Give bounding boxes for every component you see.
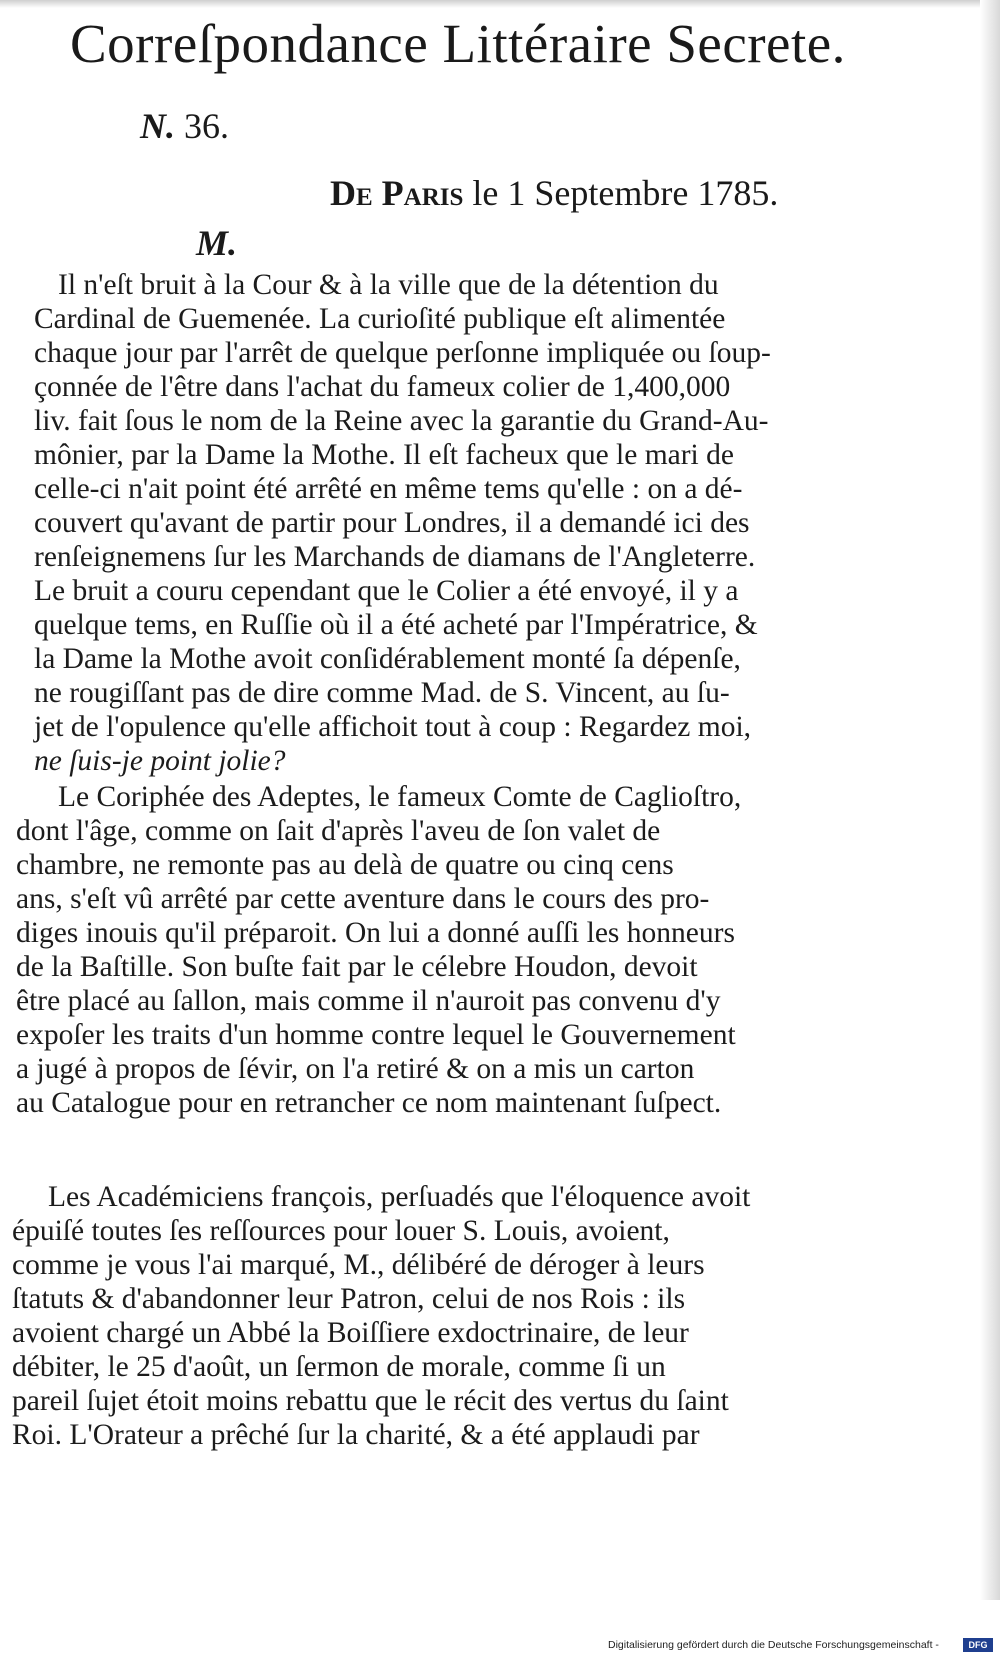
- text-line: être placé au ſallon, mais comme il n'auroit pas convenu d'y: [16, 985, 721, 1017]
- text-line: liv. fait ſous le nom de la Reine avec la garantie du Grand-Au-: [34, 405, 769, 437]
- text-line: dont l'âge, comme on ſait d'après l'aveu de ſon valet de: [16, 815, 661, 847]
- text-line: expoſer les traits d'un homme contre lequel le Gouvernement: [16, 1019, 736, 1051]
- salutation: M.: [196, 223, 238, 263]
- text-line: la Dame la Mothe avoit conſidérablement monté ſa dépenſe,: [34, 643, 741, 675]
- text-line: ſtatuts & d'abandonner leur Patron, celui de nos Rois : ils: [12, 1283, 686, 1315]
- text-line: çonnée de l'être dans l'achat du fameux colier de 1,400,000: [34, 371, 731, 403]
- text-line: ne ſuis-je point jolie?: [34, 745, 286, 777]
- text-line: au Catalogue pour en retrancher ce nom maintenant ſuſpect.: [16, 1087, 722, 1119]
- text-line: renſeignemens ſur les Marchands de diamans de l'Angleterre.: [34, 541, 756, 573]
- scan-edge-top: [0, 0, 1000, 8]
- text-line: ans, s'eſt vû arrêté par cette aventure dans le cours des pro-: [16, 883, 710, 915]
- text-line: Il n'eſt bruit à la Cour & à la ville que de la détention du: [58, 269, 719, 301]
- scan-edge-right: [980, 0, 1000, 1600]
- text-line: celle-ci n'ait point été arrêté en même tems qu'elle : on a dé-: [34, 473, 743, 505]
- text-line: épuiſé toutes ſes reſſources pour louer S. Louis, avoient,: [12, 1215, 670, 1247]
- text-line: ne rougiſſant pas de dire comme Mad. de S. Vincent, au ſu-: [34, 677, 730, 709]
- text-line: avoient chargé un Abbé la Boiſſiere exdoctrinaire, de leur: [12, 1317, 689, 1349]
- text-line: débiter, le 25 d'août, un ſermon de morale, comme ſi un: [12, 1351, 666, 1383]
- text-line: a jugé à propos de ſévir, on l'a retiré & on a mis un carton: [16, 1053, 695, 1085]
- text-line: Le Coriphée des Adeptes, le fameux Comte de Caglioſtro,: [58, 781, 742, 813]
- text-line: Cardinal de Guemenée. La curioſité publique eſt alimentée: [34, 303, 726, 335]
- dateline-place: De Paris: [330, 173, 464, 213]
- dateline-date: le 1 Septembre 1785.: [472, 173, 779, 213]
- text-line: quelque tems, en Ruſſie où il a été acheté par l'Impératrice, &: [34, 609, 758, 641]
- issue-number: [140, 105, 229, 147]
- text-line: mônier, par la Dame la Mothe. Il eſt facheux que le mari de: [34, 439, 734, 471]
- text-line: diges inouis qu'il préparoit. On lui a donné auſſi les honneurs: [16, 917, 735, 949]
- text-line: chambre, ne remonte pas au delà de quatre ou cinq cens: [16, 849, 674, 881]
- text-line: Les Académiciens françois, perſuadés que l'éloquence avoit: [48, 1181, 751, 1213]
- text-line: jet de l'opulence qu'elle affichoit tout à coup : Regardez moi,: [34, 711, 752, 743]
- text-line: chaque jour par l'arrêt de quelque perſonne impliquée ou ſoup-: [34, 337, 771, 369]
- text-line: Le bruit a couru cependant que le Colier a été envoyé, il y a: [34, 575, 739, 607]
- page-title: Correſpondance Littéraire Secrete.: [70, 13, 846, 74]
- dateline: [330, 172, 778, 214]
- digitization-credit: Digitalisierung gefördert durch die Deutsche Forschungsgemeinschaft -: [608, 1639, 939, 1651]
- text-line: Roi. L'Orateur a prêché ſur la charité, & a été applaudi par: [12, 1419, 700, 1451]
- text-line: pareil ſujet étoit moins rebattu que le récit des vertus du ſaint: [12, 1385, 729, 1417]
- issue-value: 36.: [184, 106, 229, 146]
- issue-label: N.: [140, 106, 175, 146]
- text-line: de la Baſtille. Son buſte fait par le célebre Houdon, devoit: [16, 951, 698, 983]
- dfg-logo: DFG: [963, 1638, 993, 1652]
- text-line: comme je vous l'ai marqué, M., délibéré de déroger à leurs: [12, 1249, 705, 1281]
- text-line: couvert qu'avant de partir pour Londres, il a demandé ici des: [34, 507, 750, 539]
